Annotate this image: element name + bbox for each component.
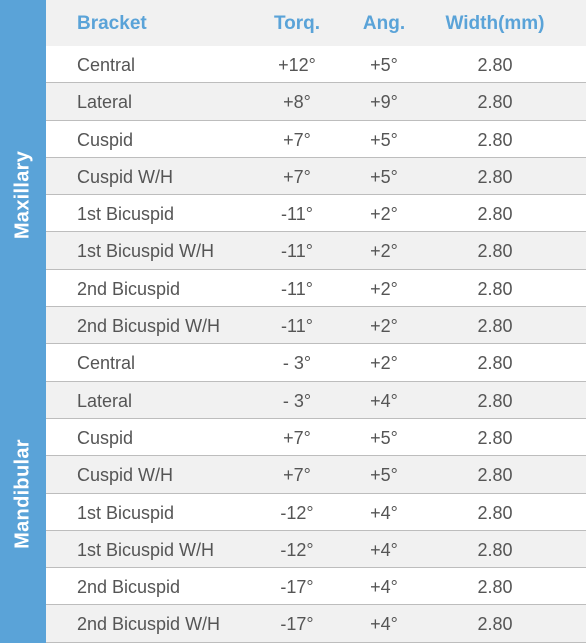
cell-bracket: 1st Bicuspid [77,502,175,523]
cell-width: 2.80 [477,55,513,75]
table-row [46,382,586,419]
cell-width: 2.80 [477,577,513,598]
table-row [46,531,586,568]
group-label-text: Mandibular [11,438,34,549]
cell-width: 2.80 [477,316,513,337]
group-mandibular [0,344,586,642]
cell-width: 2.80 [477,278,513,299]
cell-width: 2.80 [477,502,513,523]
group-maxillary [0,46,586,344]
cell-width: 2.80 [477,539,513,560]
header-angulation: Ang. [362,13,406,34]
table-row [46,605,586,642]
header-bracket: Bracket [77,13,147,34]
cell-torque: -11° [281,241,313,262]
table-row [46,494,586,531]
cell-angulation: +2° [370,278,398,299]
cell-angulation: +5° [370,465,398,486]
cell-angulation: +5° [370,129,398,150]
cell-width: 2.80 [477,353,513,374]
cell-torque: -11° [281,204,313,225]
cell-bracket: Central [77,353,136,374]
cell-torque: - 3° [282,353,312,374]
table-row [46,232,586,269]
cell-angulation: +4° [370,577,398,598]
cell-torque: -17° [280,614,314,635]
cell-bracket: Lateral [77,92,133,113]
cell-width: 2.80 [477,241,513,262]
cell-torque: +7° [283,465,311,486]
cell-width: 2.80 [477,465,513,486]
cell-torque: +8° [283,92,311,113]
cell-bracket: 2nd Bicuspid [77,577,181,598]
cell-width: 2.80 [477,614,513,635]
table-header [0,0,586,46]
group-label-mandibular [0,344,46,643]
cell-bracket: 2nd Bicuspid [77,278,181,299]
table-row [46,307,586,344]
table-row [46,83,586,120]
cell-angulation: +5° [370,166,398,187]
header-width: Width(mm) [445,13,545,34]
cell-bracket: 1st Bicuspid W/H [77,241,215,262]
cell-width: 2.80 [477,427,513,448]
cell-torque: -12° [280,502,314,523]
cell-width: 2.80 [477,390,513,411]
table-row [46,195,586,232]
cell-torque: - 3° [282,390,312,411]
cell-bracket: Cuspid W/H [77,465,174,486]
header-torque: Torq. [273,13,321,34]
table-row [46,419,586,456]
group-label-maxillary [0,46,46,345]
cell-torque: -17° [280,577,314,598]
cell-bracket: Lateral [77,390,133,411]
cell-bracket: Cuspid [77,129,134,150]
cell-bracket: 1st Bicuspid [77,204,175,225]
cell-width: 2.80 [477,204,513,225]
cell-bracket: 1st Bicuspid W/H [77,539,215,560]
header-corner [0,0,46,46]
table-row [46,344,586,381]
table-row [46,270,586,307]
cell-torque: +7° [283,129,311,150]
cell-width: 2.80 [477,129,513,150]
cell-torque: +7° [283,427,311,448]
table-row [46,46,586,83]
cell-torque: +7° [283,166,311,187]
group-rows [46,46,586,344]
cell-torque: -11° [281,278,313,299]
group-label-text: Maxillary [11,151,34,240]
cell-angulation: +9° [370,92,398,113]
cell-torque: -11° [281,316,313,337]
cell-torque: +12° [278,55,316,75]
table-row [46,121,586,158]
cell-bracket: Central [77,55,136,75]
cell-bracket: Cuspid W/H [77,166,174,187]
cell-width: 2.80 [477,166,513,187]
cell-angulation: +2° [370,353,398,374]
cell-width: 2.80 [477,92,513,113]
table-row [46,158,586,195]
cell-torque: -12° [280,539,314,560]
cell-angulation: +5° [370,55,398,75]
cell-angulation: +2° [370,204,398,225]
cell-angulation: +2° [370,241,398,262]
cell-angulation: +4° [370,614,398,635]
cell-angulation: +5° [370,427,398,448]
cell-bracket: 2nd Bicuspid W/H [77,316,221,337]
cell-angulation: +4° [370,539,398,560]
cell-angulation: +4° [370,390,398,411]
table-row [46,568,586,605]
cell-angulation: +4° [370,502,398,523]
cell-bracket: Cuspid [77,427,134,448]
table-row [46,456,586,493]
group-rows [46,344,586,642]
cell-bracket: 2nd Bicuspid W/H [77,614,221,635]
cell-angulation: +2° [370,316,398,337]
